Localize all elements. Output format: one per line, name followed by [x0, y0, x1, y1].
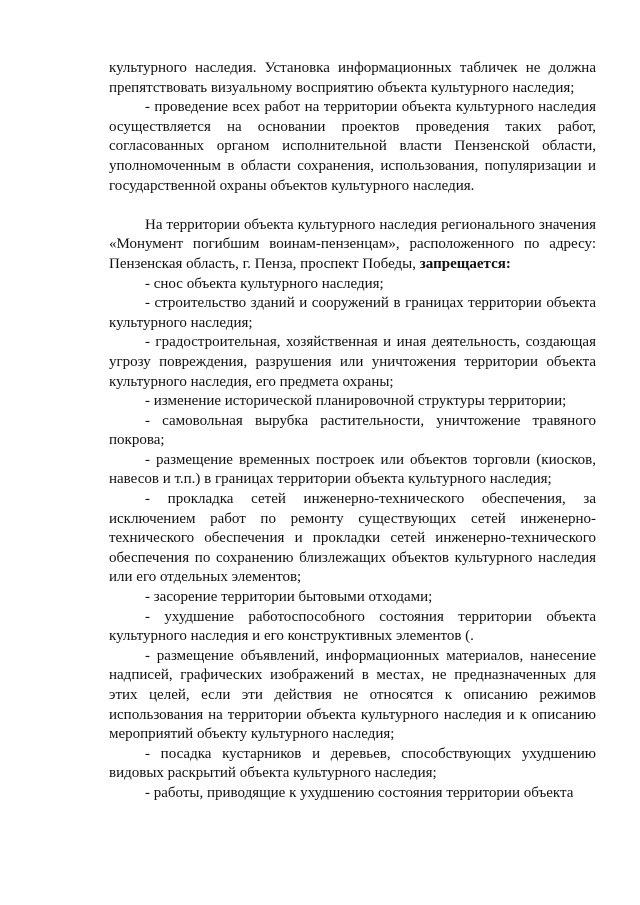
list-item: - размещение объявлений, информационных материалов, нанесение надписей, графических изображений в местах, не предназначенных для этих целей, если эти действия не относятся к описанию режимов использования на территории объекта культурного наследия и к описанию мероприятий объекту культурного наследия;	[109, 647, 596, 743]
paragraph-gap	[109, 196, 596, 216]
prohibited-label: запрещается:	[419, 255, 511, 272]
list-item: - изменение исторической планировочной структуры территории;	[145, 393, 567, 410]
list-item: - самовольная вырубка растительности, уничтожение травяного покрова;	[109, 412, 596, 449]
paragraph-works-approval: - проведение всех работ на территории объекта культурного наследия осуществляется на основании проектов проведения таких работ, согласованных органом исполнительной власти Пензенской области, уполномоченным в области сохранения, использования, популяризации и государственной охраны объектов культурного наследия.	[109, 99, 596, 194]
prohibitions-intro-text: На территории объекта культурного наследия регионального значения «Монумент погибшим воинам-пензенцам», расположенного по адресу: Пензенская область, г. Пенза, проспект Победы,	[109, 216, 596, 272]
paragraph-prohibitions-intro	[109, 216, 596, 275]
list-item: - посадка кустарников и деревьев, способствующих ухудшению видовых раскрытий объекта культурного наследия;	[109, 745, 596, 782]
list-item: - прокладка сетей инженерно-технического обеспечения, за исключением работ по ремонту существующих сетей инженерно-технического обеспечения и прокладки сетей инженерно-технического обеспечения по сохранению близлежащих объектов культурного наследия или его отдельных элементов;	[109, 491, 596, 586]
paragraph-continuation: культурного наследия. Установка информационных табличек не должна препятствовать визуальному восприятию объекта культурного наследия;	[109, 60, 596, 96]
list-item: - строительство зданий и сооружений в границах территории объекта культурного наследия;	[109, 295, 596, 331]
list-item: - ухудшение работоспособного состояния территории объекта культурного наследия и его конструктивных элементов (.	[109, 608, 596, 645]
list-item: - снос объекта культурного наследия;	[145, 275, 384, 292]
list-item: - градостроительная, хозяйственная и иная деятельность, создающая угрозу повреждения, разрушения или уничтожения территории объекта культурного наследия, его предмета охраны;	[109, 334, 596, 390]
list-item: - размещение временных построек или объектов торговли (киосков, навесов и т.п.) в границах территории объекта культурного наследия;	[109, 451, 596, 488]
list-item: - работы, приводящие к ухудшению состояния территории объекта	[145, 784, 574, 801]
list-item: - засорение территории бытовыми отходами;	[145, 589, 433, 606]
